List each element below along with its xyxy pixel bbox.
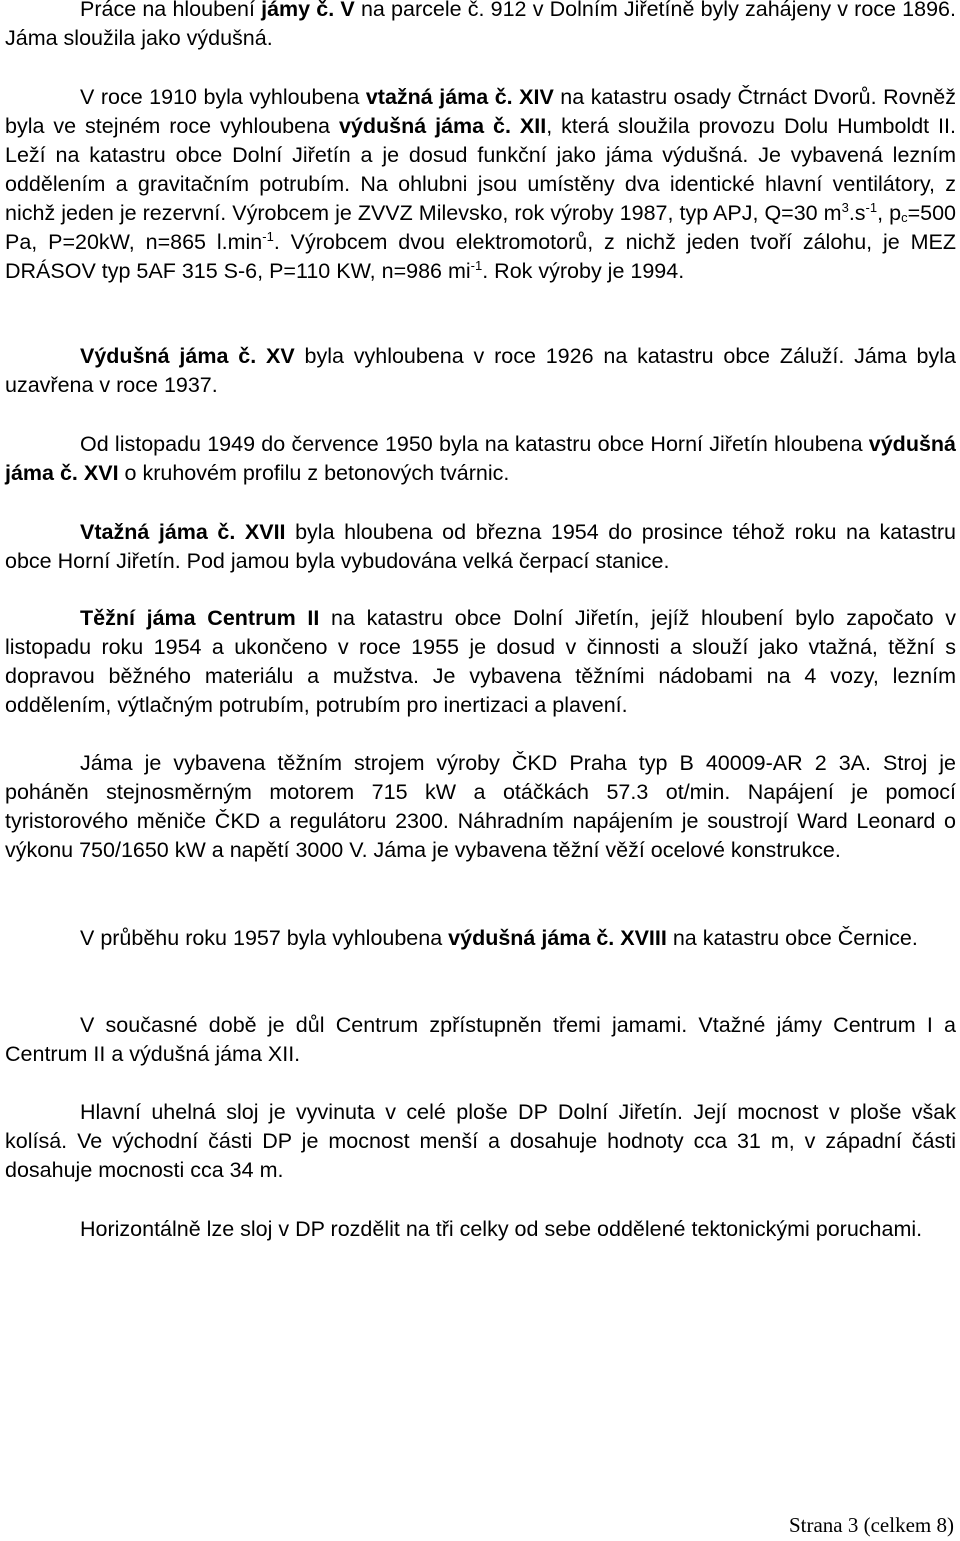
paragraph-winding-engine: Jáma je vybavena těžním strojem výroby ČKD Praha typ B 40009-AR 2 3A. Stroj je poháněn stejnosměrným motorem 715 kW a otáčkách 57.3 ot/min. Napájení je pomocí tyristorového měniče ČKD a regulátoru 2300. Náhradním napájením je soustrojí Ward Leonard o výkonu 750/1650 kW a napětí 3000 V. Jáma je vybavena těžní věží ocelové konstrukce. — [5, 751, 956, 862]
paragraph-shaft-xv: Výdušná jáma č. XV byla vyhloubena v roce 1926 na katastru obce Záluží. Jáma byla uzavřena v roce 1937. — [5, 344, 956, 397]
paragraph-coal-seam: Hlavní uhelná sloj je vyvinuta v celé ploše DP Dolní Jiřetín. Její mocnost v ploše však kolísá. Ve východní části DP je mocnost menší a dosahuje hodnoty cca 31 m, v západní části dosahuje mocnosti cca 34 m. — [5, 1100, 956, 1182]
paragraph-shaft-xiv-xii: V roce 1910 byla vyhloubena vtažná jáma č. XIV na katastru osady Čtrnáct Dvorů. Rovněž byla ve stejném roce vyhloubena výdušná jáma č. XII, která sloužila provozu Dolu Humboldt II. Leží na katastru obce Dolní Jiřetín a je dosud funkční jako jáma výdušná. Je vybavená lezním oddělením a gravitačním potrubím. Na ohlubni jsou umístěny dva identické hlavní ventilátory, z nichž jeden je rezervní. Výrobcem je ZVVZ Milevsko, rok výroby 1987, typ APJ, Q=30 $m^3.s^{-1}$, $p_c=500$ Pa, P=20kW, n=865 $l.\min^{-1}$. Výrobcem dvou elektromotorů, z nichž jeden tvoří zálohu, je MEZ DRÁSOV typ 5AF 315 S-6, P=110 KW, n=986 $mi^{-1}$. Rok výroby je 1994. — [5, 85, 957, 283]
paragraph-tectonic: Horizontálně lze sloj v DP rozdělit na tři celky od sebe oddělené tektonickými poruchami. — [80, 1217, 923, 1241]
paragraph-shaft-xvii: Vtažná jáma č. XVII byla hloubena od března 1954 do prosince téhož roku na katastru obce Horní Jiřetín. Pod jamou byla vybudována velká čerpací stanice. — [5, 520, 957, 573]
paragraph-shaft-v: Práce na hloubení jámy č. V na parcele č. 912 v Dolním Jiřetíně byly zahájeny v roce 1896. Jáma sloužila jako výdušná. — [5, 0, 956, 50]
paragraph-centrum-ii: Těžní jáma Centrum II na katastru obce Dolní Jiřetín, jejíž hloubení bylo započato v listopadu roku 1954 a ukončeno v roce 1955 je dosud v činnosti a slouží jako vtažná, těžní s dopravou běžného materiálu a mužstva. Je vybavena těžními nádobami na 4 vozy, lezním oddělením, výtlačným potrubím, potrubím pro inertizaci a plavení. — [5, 606, 956, 717]
page-number: Strana 3 (celkem 8) — [788, 1513, 954, 1537]
paragraph-current-access: V současné době je důl Centrum zpřístupněn třemi jamami. Vtažné jámy Centrum I a Centrum II a výdušná jáma XII. — [5, 1013, 956, 1066]
paragraph-shaft-xviii: V průběhu roku 1957 byla vyhloubena výdušná jáma č. XVIII na katastru obce Černice. — [80, 926, 918, 950]
paragraph-shaft-xvi: Od listopadu 1949 do července 1950 byla na katastru obce Horní Jiřetín hloubena výdušná jáma č. XVI o kruhovém profilu z betonových tvárnic. — [5, 432, 956, 485]
